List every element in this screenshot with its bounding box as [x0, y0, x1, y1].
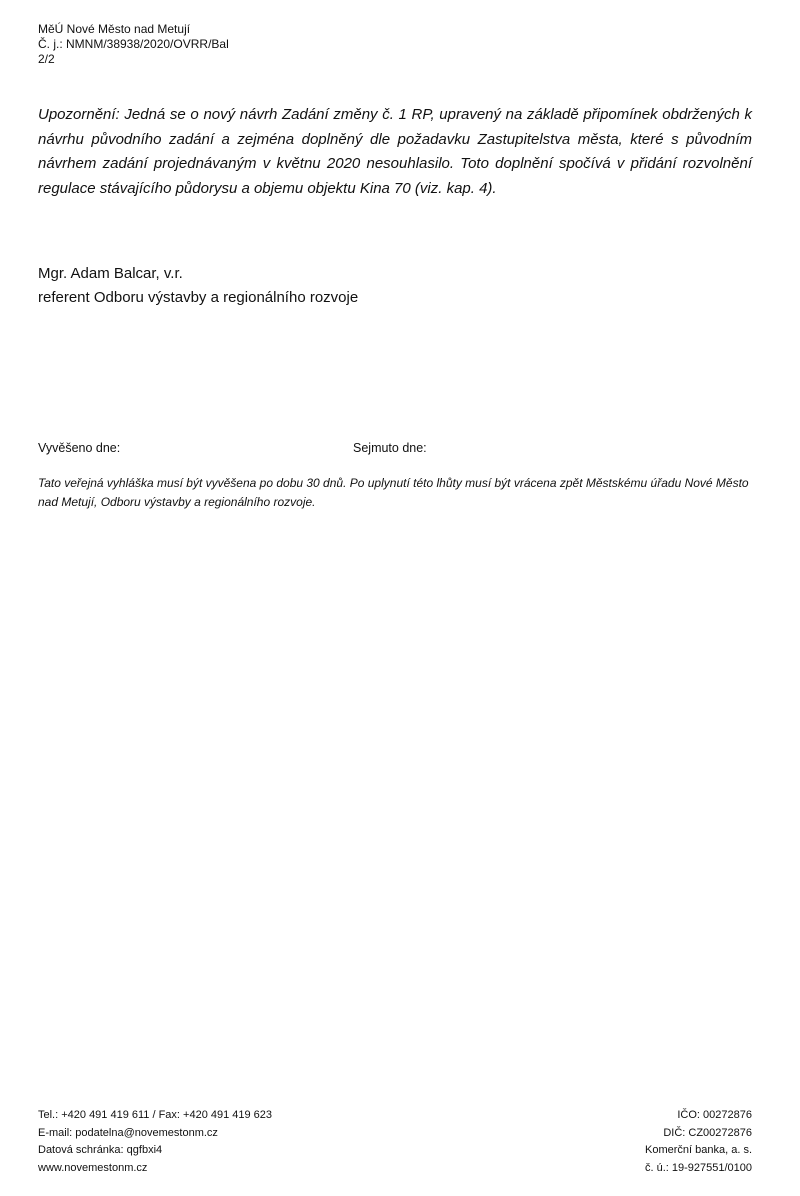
signature-block — [38, 262, 358, 310]
footer-contact — [38, 1107, 272, 1177]
footer-dic: DIČ: CZ00272876 — [663, 1126, 752, 1139]
footer-account: č. ú.: 19-927551/0100 — [644, 1161, 752, 1174]
footer-company-info — [645, 1107, 752, 1177]
footer-bank: Komerční banka, a. s. — [645, 1144, 752, 1156]
page-number: 2/2 — [38, 52, 55, 66]
posted-date-label: Vyvěšeno dne: — [38, 441, 121, 455]
footer-ico: IČO: 00272876 — [677, 1109, 752, 1121]
footer-email: E-mail: podatelna@novemestonm.cz — [38, 1126, 218, 1139]
notice-paragraph: Upozornění: Jedná se o nový návrh Zadání změny č. 1 RP, upravený na základě připomínek obdržených k návrhu původního zadání a zejména doplněný dle požadavku Zastupitelstva města, které s původním návrhem zadání projednávaným v květnu 2020 nesouhlasilo. Toto doplnění spočívá v přidání rozvolnění regulace stávajícího půdorysu a objemu objektu Kina 70 (viz. kap. 4). — [38, 106, 752, 197]
reference-number: Č. j.: NMNM/38938/2020/OVRR/Bal — [38, 37, 229, 51]
footer-databox: Datová schránka: qgfbxi4 — [38, 1144, 163, 1156]
footer-web: www.novemestonm.cz — [38, 1161, 148, 1174]
posting-instruction: Tato veřejná vyhláška musí být vyvěšena po dobu 30 dnů. Po uplynutí této lhůty musí být vrácena zpět Městskému úřadu Nové Město nad Metují, Odboru výstavby a regionálního rozvoje. — [38, 476, 749, 509]
signatory-name: Mgr. Adam Balcar, v.r. — [38, 265, 183, 282]
document-header — [38, 22, 229, 67]
signatory-position: referent Odboru výstavby a regionálního rozvoje — [38, 289, 359, 306]
office-name: MěÚ Nové Město nad Metují — [38, 22, 191, 36]
footer-phone-fax: Tel.: +420 491 419 611 / Fax: +420 491 419 623 — [38, 1109, 273, 1121]
removed-date-label: Sejmuto dne: — [353, 441, 427, 455]
